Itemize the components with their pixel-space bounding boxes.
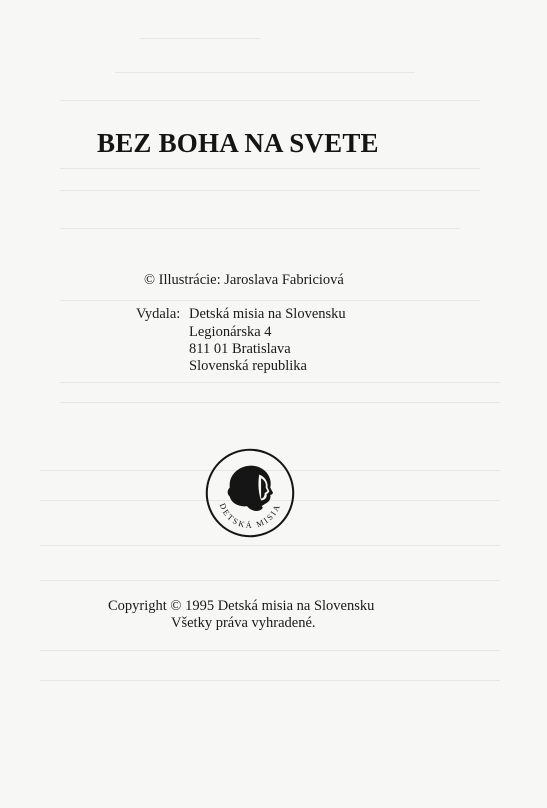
book-title: BEZ BOHA NA SVETE [97, 128, 379, 158]
publisher-country: Slovenská republika [189, 358, 307, 374]
bleed-line [40, 580, 500, 581]
copyright-line: Copyright © 1995 Detská misia na Slovensku [108, 598, 375, 614]
publisher-name: Detská misia na Slovensku [189, 306, 346, 322]
bleed-line [40, 680, 500, 681]
publisher-city: 811 01 Bratislava [189, 341, 291, 357]
bleed-line [60, 190, 480, 191]
bleed-line [60, 382, 500, 383]
publisher-street: Legionárska 4 [189, 324, 272, 340]
bleed-line [40, 545, 500, 546]
bleed-line [40, 650, 500, 651]
publisher-label: Vydala: [136, 306, 181, 322]
child-profile-seal-icon [204, 447, 296, 539]
bleed-line [60, 402, 500, 403]
bleed-line [115, 72, 415, 73]
rights-reserved-line: Všetky práva vyhradené. [171, 615, 316, 631]
bleed-line [60, 228, 460, 229]
bleed-line [60, 100, 480, 101]
bleed-line [60, 300, 480, 301]
bleed-line [60, 168, 480, 169]
illustrations-credit: © Illustrácie: Jaroslava Fabriciová [144, 272, 344, 288]
bleed-line [140, 38, 260, 39]
logo-text: DETSKÁ MISIA [217, 501, 283, 531]
